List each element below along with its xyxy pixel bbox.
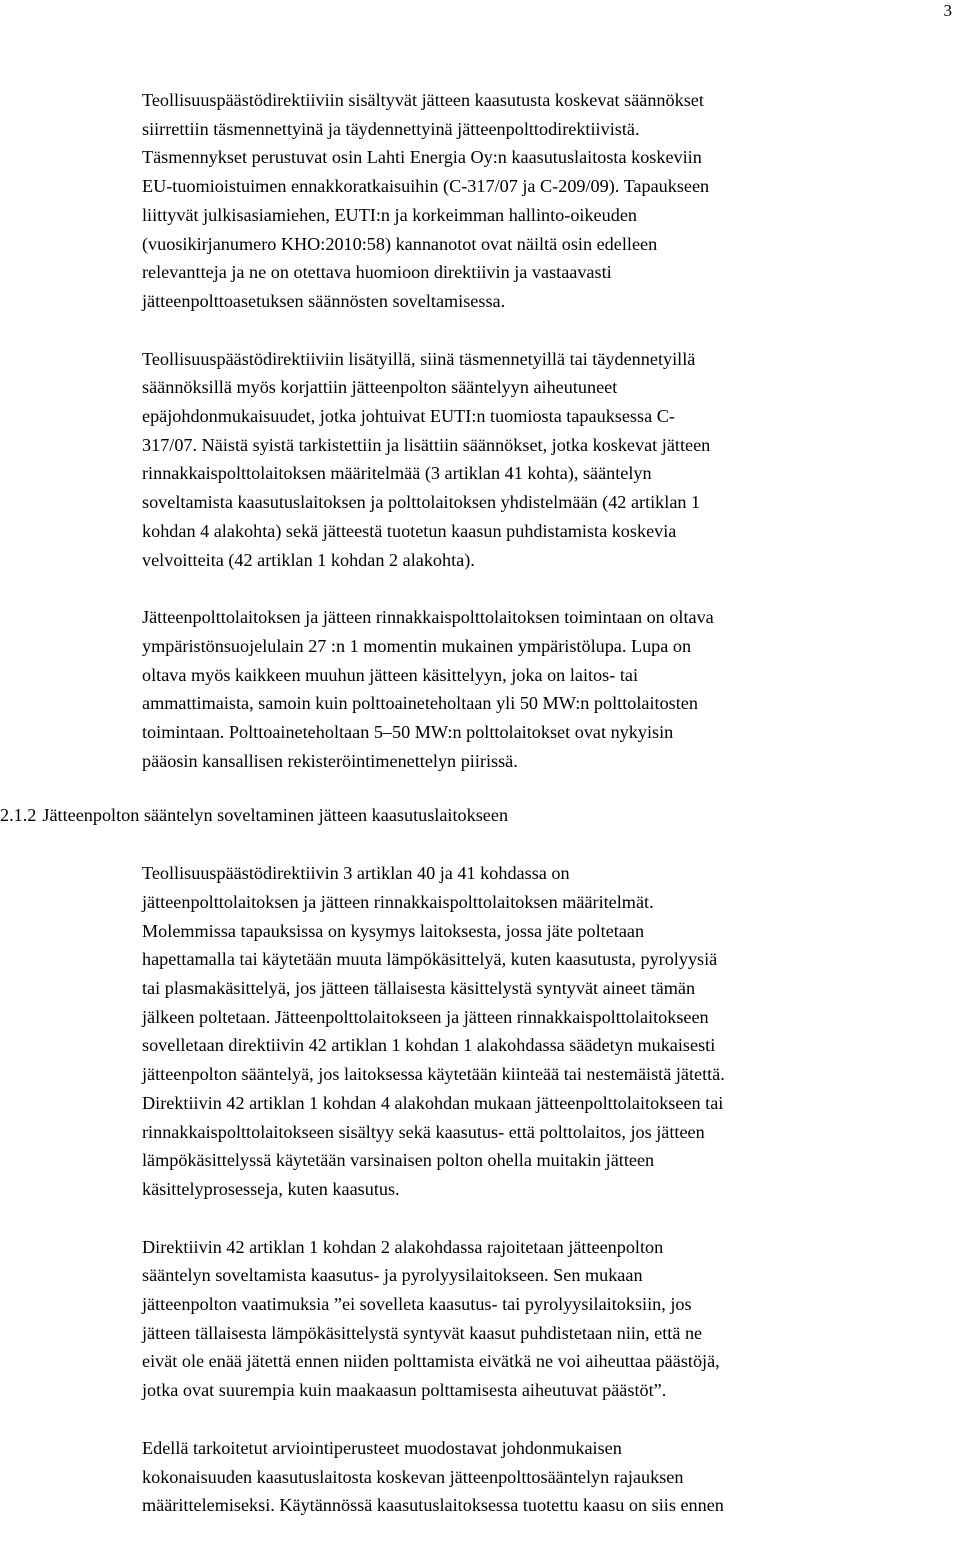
section-number: 2.1.2	[0, 805, 37, 826]
document-body	[0, 86, 960, 1549]
section-heading	[0, 801, 960, 830]
paragraph-ied-inconsistencies: Teollisuuspäästödirektiiviin lisätyillä, siinä täsmennetyillä tai täydennetyillä säännöksillä myös korjattiin jätteenpolton sääntelyyn aiheutuneet epäjohdonmukaisuudet, jotka johtuivat EUTI:n tuomiosta tapauksessa C- 317/07. Näistä syistä tarkistettiin ja lisättiin säännökset, jotka koskevat jätteen rinnakkaispolttolaitoksen määritelmää (3 artiklan 41 kohta), sääntelyn soveltamista kaasutuslaitoksen ja polttolaitoksen yhdistelmään (42 artiklan 1 kohdan 4 alakohta) sekä jätteestä tuotetun kaasun puhdistamista koskevia velvoitteita (42 artiklan 1 kohdan 2 alakohta).	[142, 348, 711, 570]
page-number: 3	[943, 1, 952, 20]
paragraph-scope-restriction: Direktiivin 42 artiklan 1 kohdan 2 alakohdassa rajoitetaan jätteenpolton sääntelyn soveltamista kaasutus- ja pyrolyysilaitokseen. Sen mukaan jätteenpolton vaatimuksia ”ei sovelleta kaasutus- tai pyrolyysilaitoksiin, jos jätteen tällaisesta lämpökäsittelystä syntyvät kaasut puhdistetaan niin, että ne eivät ole enää jätettä ennen niiden polttamista eivätkä ne voi aiheuttaa päästöjä, jotka ovat suurempia kuin maakaasun polttamisesta aiheutuvat päästöt”.	[142, 1236, 720, 1401]
paragraph-definitions: Teollisuuspäästödirektiivin 3 artiklan 40 ja 41 kohdassa on jätteenpolttolaitoksen ja jätteen rinnakkaispolttolaitoksen määritelmät. Molemmissa tapauksissa on kysymys laitoksesta, jossa jäte poltetaan hapettamalla tai käytetään muuta lämpökäsittelyä, kuten kaasutusta, pyrolyysiä tai plasmakäsittelyä, jos jätteen tällaisesta käsittelystä syntyvät aineet tämän jälkeen poltetaan. Jätteenpolttolaitokseen ja jätteen rinnakkaispolttolaitokseen sovelletaan direktiivin 42 artiklan 1 kohdan 1 alakohdassa säädetyn mukaisesti jätteenpolton sääntelyä, jos laitoksessa käytetään kiinteää tai nestemäistä jätettä. Direktiivin 42 artiklan 1 kohdan 4 alakohdan mukaan jätteenpolttolaitokseen tai rinnakkaispolttolaitokseen sisältyy sekä kaasutus- että polttolaitos, jos jätteen lämpökäsittelyssä käytetään varsinaisen polton ohella muitakin jätteen käsittelyprosesseja, kuten kaasutus.	[142, 863, 725, 1199]
paragraph-environmental-permit: Jätteenpolttolaitoksen ja jätteen rinnakkaispolttolaitoksen toimintaan on oltava ympäristönsuojelulain 27 :n 1 momentin mukainen ympäristölupa. Lupa on oltava myös kaikkeen muuhun jätteen käsittelyyn, joka on laitos- tai ammattimaista, samoin kuin polttoaineteholtaan yli 50 MW:n polttolaitosten toimintaan. Polttoaineteholtaan 5–50 MW:n polttolaitokset ovat nykyisin pääosin kansallisen rekisteröintimenettelyn piirissä.	[142, 607, 714, 771]
section-title: Jätteenpolton sääntelyn soveltaminen jätteen kaasutuslaitokseen	[42, 805, 509, 826]
paragraph-assessment-criteria: Edellä tarkoitetut arviointiperusteet muodostavat johdonmukaisen kokonaisuuden kaasutuslaitosta koskevan jätteenpolttosääntelyn rajauksen määrittelemiseksi. Käytännössä kaasutuslaitoksessa tuotettu kaasu on siis ennen	[142, 1437, 724, 1516]
paragraph-ied-gasification-provisions: Teollisuuspäästödirektiiviin sisältyvät jätteen kaasutusta koskevat säännökset siirrettiin täsmennettyinä ja täydennettyinä jätteenpolttodirektiivistä. Täsmennykset perustuvat osin Lahti Energia Oy:n kaasutuslaitosta koskeviin EU-tuomioistuimen ennakkoratkaisuihin (C-317/07 ja C-209/09). Tapaukseen liittyvät julkisasiamiehen, EUTI:n ja korkeimman hallinto-oikeuden (vuosikirjanumero KHO:2010:58) kannanotot ovat näiltä osin edelleen relevantteja ja ne on otettava huomioon direktiivin ja vastaavasti jätteenpolttoasetuksen säännösten soveltamisessa.	[142, 90, 710, 311]
